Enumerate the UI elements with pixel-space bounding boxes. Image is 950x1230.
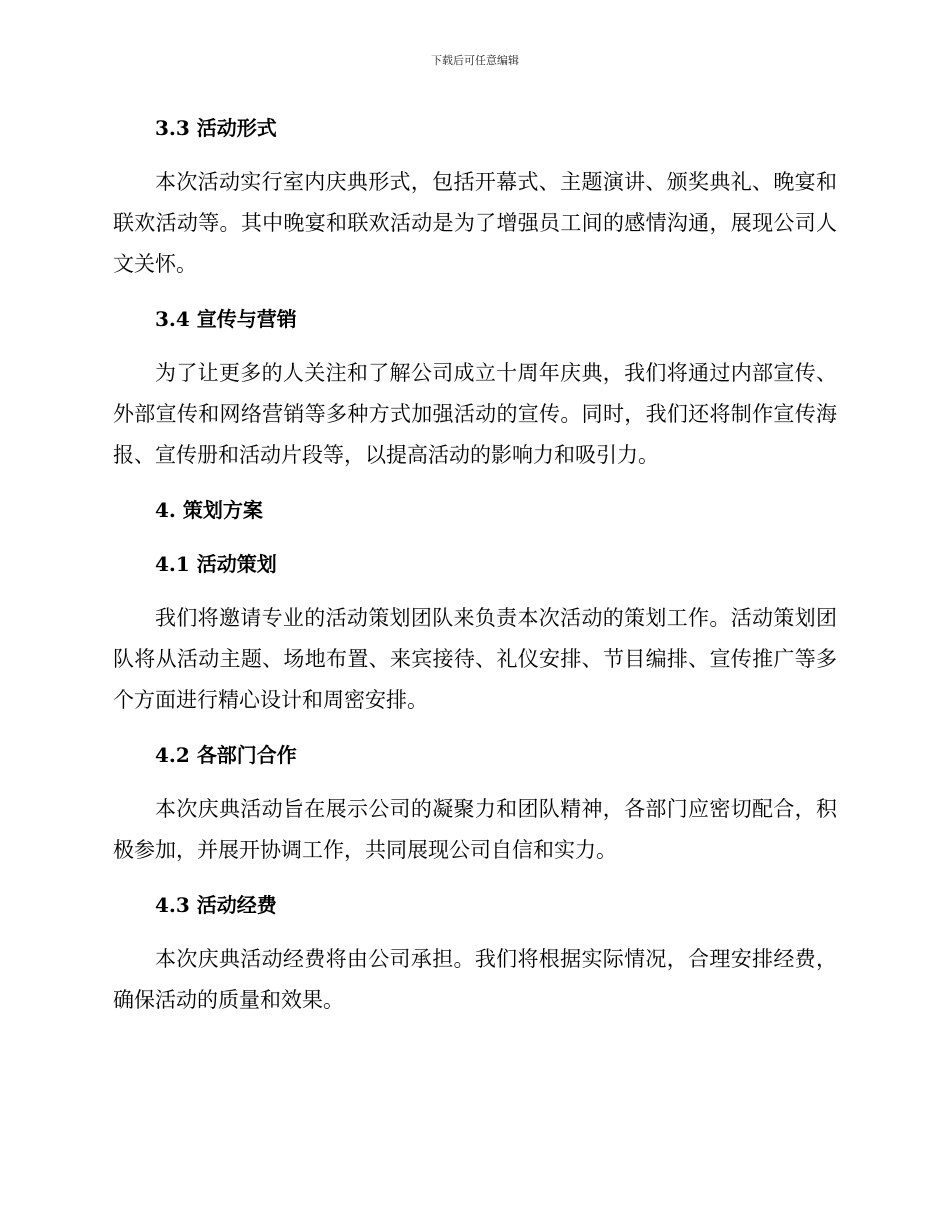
section-heading-4-3: 4.3 活动经费 [155, 893, 277, 917]
paragraph-promotion: 为了让更多的人关注和了解公司成立十周年庆典，我们将通过内部宣传、外部宣传和网络营销等多种方式加强活动的宣传。同时，我们还将制作宣传海报、宣传册和活动片段等，以提高活动的影响力和吸引力。 [113, 361, 837, 467]
document-body [113, 108, 837, 1035]
section-heading-3-3: 3.3 活动形式 [155, 116, 277, 140]
paragraph-activity-format: 本次活动实行室内庆典形式，包括开幕式、主题演讲、颁奖典礼、晚宴和联欢活动等。其中晚宴和联欢活动是为了增强员工间的感情沟通，展现公司人文关怀。 [113, 170, 837, 276]
section-heading-3-4: 3.4 宣传与营销 [155, 307, 297, 331]
paragraph-department-cooperation: 本次庆典活动旨在展示公司的凝聚力和团队精神，各部门应密切配合，积极参加，并展开协调工作，共同展现公司自信和实力。 [113, 797, 837, 862]
paragraph-activity-budget: 本次庆典活动经费将由公司承担。我们将根据实际情况，合理安排经费，确保活动的质量和效果。 [113, 947, 837, 1012]
section-heading-4: 4. 策划方案 [155, 498, 263, 522]
page-header: 下载后可任意编辑 [431, 54, 519, 67]
section-heading-4-1: 4.1 活动策划 [155, 552, 277, 576]
section-heading-4-2: 4.2 各部门合作 [155, 743, 297, 767]
paragraph-activity-planning: 我们将邀请专业的活动策划团队来负责本次活动的策划工作。活动策划团队将从活动主题、场地布置、来宾接待、礼仪安排、节目编排、宣传推广等多个方面进行精心设计和周密安排。 [113, 606, 837, 712]
